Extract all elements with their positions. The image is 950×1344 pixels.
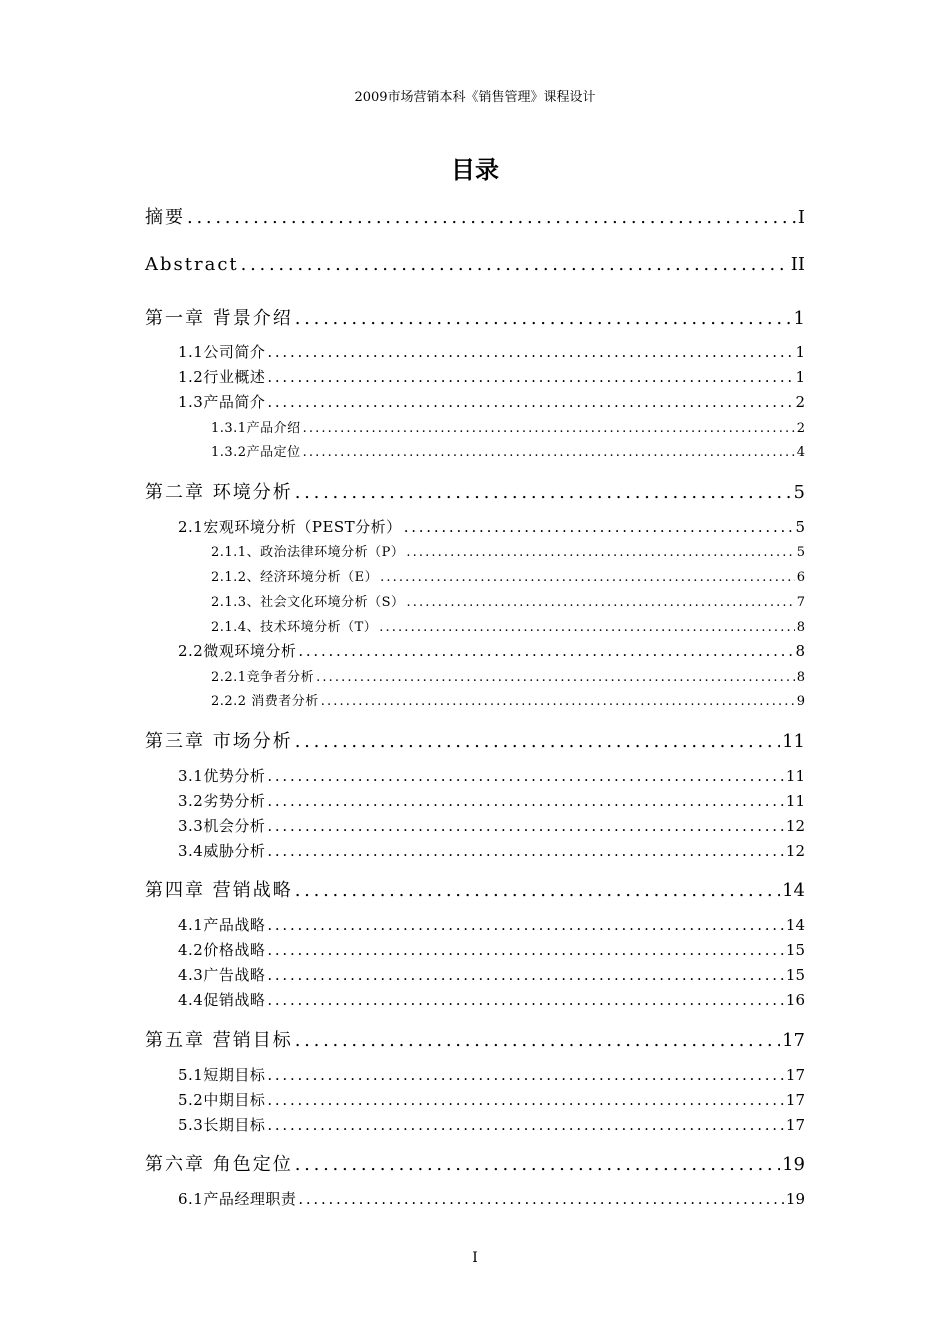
toc-entry-section[interactable] (178, 815, 805, 836)
toc-entry-section[interactable] (178, 1089, 805, 1110)
toc-leader-dots (267, 343, 793, 361)
toc-leader-dots (295, 1030, 780, 1051)
toc-entry-label: 3.3机会分析 (178, 817, 266, 835)
toc-entry-section[interactable] (178, 765, 805, 786)
toc-entry-label: 第一章 背景介绍 (145, 308, 293, 329)
toc-entry-label: 1.2行业概述 (178, 368, 266, 386)
toc-leader-dots (267, 792, 784, 810)
toc-entry-label: 1.3产品简介 (178, 393, 266, 411)
toc-entry-page: 5 (793, 482, 805, 503)
toc-leader-dots (241, 254, 789, 275)
toc-leader-dots (406, 545, 794, 560)
toc-entry-page: 5 (796, 545, 805, 560)
toc-entry-label: 2.1宏观环境分析（PEST分析） (178, 518, 402, 536)
toc-entry-label: 1.3.2产品定位 (211, 445, 301, 460)
toc-leader-dots (295, 1154, 780, 1175)
toc-leader-dots (321, 694, 795, 709)
toc-entry-chapter-4[interactable] (145, 876, 805, 902)
toc-entry-page: 17 (785, 1091, 805, 1109)
toc-entry-chapter-3[interactable] (145, 727, 805, 753)
toc-entry-label: 4.4促销战略 (178, 991, 266, 1009)
toc-entry-page: 17 (782, 1030, 805, 1051)
toc-entry-page: 8 (796, 670, 805, 685)
toc-entry-page: 12 (785, 842, 805, 860)
toc-entry-label: Abstract (145, 254, 239, 275)
toc-leader-dots (298, 1190, 784, 1208)
toc-leader-dots (303, 445, 795, 460)
toc-entry-section[interactable] (178, 1188, 805, 1209)
toc-entry-subsection[interactable] (211, 616, 805, 635)
toc-leader-dots (267, 1066, 784, 1084)
toc-entry-label: 第五章 营销目标 (145, 1030, 293, 1051)
toc-entry-chapter-1[interactable] (145, 304, 805, 330)
page-title: 目录 (451, 156, 499, 184)
toc-leader-dots (267, 966, 784, 984)
toc-leader-dots (267, 1091, 784, 1109)
toc-entry-label: 摘要 (145, 207, 185, 228)
toc-entry-page: 1 (793, 308, 805, 329)
toc-entry-page: 1 (795, 368, 805, 386)
toc-entry-section[interactable] (178, 964, 805, 985)
toc-entry-label: 5.3长期目标 (178, 1116, 266, 1134)
toc-entry-page: 5 (795, 518, 805, 536)
toc-entry-label: 6.1产品经理职责 (178, 1190, 297, 1208)
toc-entry-page: 19 (782, 1154, 805, 1175)
toc-entry-section[interactable] (178, 1064, 805, 1085)
toc-leader-dots (298, 642, 793, 660)
toc-entry-label: 4.2价格战略 (178, 941, 266, 959)
toc-entry-chapter-2[interactable] (145, 478, 805, 504)
toc-entry-section[interactable] (178, 790, 805, 811)
toc-leader-dots (295, 482, 792, 503)
toc-entry-section[interactable] (178, 989, 805, 1010)
page-number: I (472, 1250, 478, 1266)
toc-entry-subsection[interactable] (211, 541, 805, 560)
toc-entry-page: 4 (796, 445, 805, 460)
toc-leader-dots (267, 991, 784, 1009)
toc-entry-label: 第三章 市场分析 (145, 731, 293, 752)
toc-entry-page: 1 (795, 343, 805, 361)
toc-entry-subsection[interactable] (211, 417, 805, 436)
toc-leader-dots (267, 368, 793, 386)
toc-entry-page: 9 (796, 694, 805, 709)
toc-entry-page: 11 (782, 731, 805, 752)
toc-entry-subsection[interactable] (211, 441, 805, 460)
toc-leader-dots (379, 620, 794, 635)
toc-entry-label: 2.1.4、技术环境分析（T） (211, 620, 378, 635)
toc-leader-dots (316, 670, 795, 685)
toc-entry-abstract-cn[interactable] (145, 203, 805, 229)
toc-leader-dots (406, 595, 794, 610)
toc-entry-label: 第二章 环境分析 (145, 482, 293, 503)
toc-entry-page: 2 (796, 421, 805, 436)
toc-entry-chapter-5[interactable] (145, 1026, 805, 1052)
toc-leader-dots (404, 518, 794, 536)
toc-entry-label: 1.3.1产品介绍 (211, 421, 301, 436)
toc-entry-page: I (797, 207, 805, 228)
toc-entry-subsection[interactable] (211, 690, 805, 709)
toc-leader-dots (380, 570, 795, 585)
toc-entry-label: 2.2微观环境分析 (178, 642, 297, 660)
toc-entry-page: 11 (785, 767, 805, 785)
toc-entry-section[interactable] (178, 1114, 805, 1135)
toc-entry-page: 7 (796, 595, 805, 610)
toc-entry-label: 2.1.3、社会文化环境分析（S） (211, 595, 405, 610)
toc-leader-dots (267, 916, 784, 934)
toc-entry-page: 15 (785, 941, 805, 959)
toc-entry-subsection[interactable] (211, 591, 805, 610)
toc-leader-dots (303, 421, 795, 436)
toc-entry-label: 5.2中期目标 (178, 1091, 266, 1109)
toc-entry-page: 16 (785, 991, 805, 1009)
toc-entry-section[interactable] (178, 391, 805, 412)
toc-entry-section[interactable] (178, 516, 805, 537)
toc-entry-label: 2.2.1竞争者分析 (211, 670, 315, 685)
toc-entry-label: 4.1产品战略 (178, 916, 266, 934)
toc-leader-dots (187, 207, 796, 228)
toc-entry-page: II (790, 254, 805, 275)
toc-entry-page: 11 (785, 792, 805, 810)
toc-entry-page: 19 (785, 1190, 805, 1208)
toc-leader-dots (267, 941, 784, 959)
toc-entry-page: 6 (796, 570, 805, 585)
toc-entry-section[interactable] (178, 914, 805, 935)
toc-entry-section[interactable] (178, 366, 805, 387)
toc-entry-label: 2.1.2、经济环境分析（E） (211, 570, 379, 585)
toc-entry-page: 8 (796, 620, 805, 635)
toc-entry-section[interactable] (178, 640, 805, 661)
toc-entry-label: 3.4威胁分析 (178, 842, 266, 860)
toc-entry-page: 17 (785, 1066, 805, 1084)
toc-leader-dots (267, 842, 784, 860)
toc-entry-label: 第六章 角色定位 (145, 1154, 293, 1175)
toc-entry-section[interactable] (178, 341, 805, 362)
toc-leader-dots (267, 393, 793, 411)
toc-entry-page: 12 (785, 817, 805, 835)
toc-entry-label: 3.2劣势分析 (178, 792, 266, 810)
toc-entry-label: 5.1短期目标 (178, 1066, 266, 1084)
toc-entry-label: 3.1优势分析 (178, 767, 266, 785)
toc-leader-dots (295, 308, 792, 329)
page-header: 2009市场营销本科《销售管理》课程设计 (354, 90, 596, 105)
toc-entry-label: 第四章 营销战略 (145, 880, 293, 901)
toc-entry-abstract-en[interactable] (145, 254, 805, 275)
toc-entry-subsection[interactable] (211, 666, 805, 685)
toc-leader-dots (267, 817, 784, 835)
toc-entry-label: 2.1.1、政治法律环境分析（P） (211, 545, 405, 560)
toc-leader-dots (267, 767, 784, 785)
toc-leader-dots (295, 731, 780, 752)
toc-leader-dots (295, 880, 780, 901)
toc-entry-chapter-6[interactable] (145, 1150, 805, 1176)
toc-entry-page: 17 (785, 1116, 805, 1134)
toc-entry-page: 15 (785, 966, 805, 984)
toc-entry-subsection[interactable] (211, 566, 805, 585)
toc-entry-page: 2 (795, 393, 805, 411)
toc-leader-dots (267, 1116, 784, 1134)
toc-entry-section[interactable] (178, 939, 805, 960)
toc-entry-label: 4.3广告战略 (178, 966, 266, 984)
toc-entry-page: 14 (785, 916, 805, 934)
toc-entry-page: 14 (782, 880, 805, 901)
toc-entry-label: 2.2.2 消费者分析 (211, 694, 319, 709)
toc-entry-label: 1.1公司简介 (178, 343, 266, 361)
toc-entry-section[interactable] (178, 840, 805, 861)
toc-entry-page: 8 (795, 642, 805, 660)
